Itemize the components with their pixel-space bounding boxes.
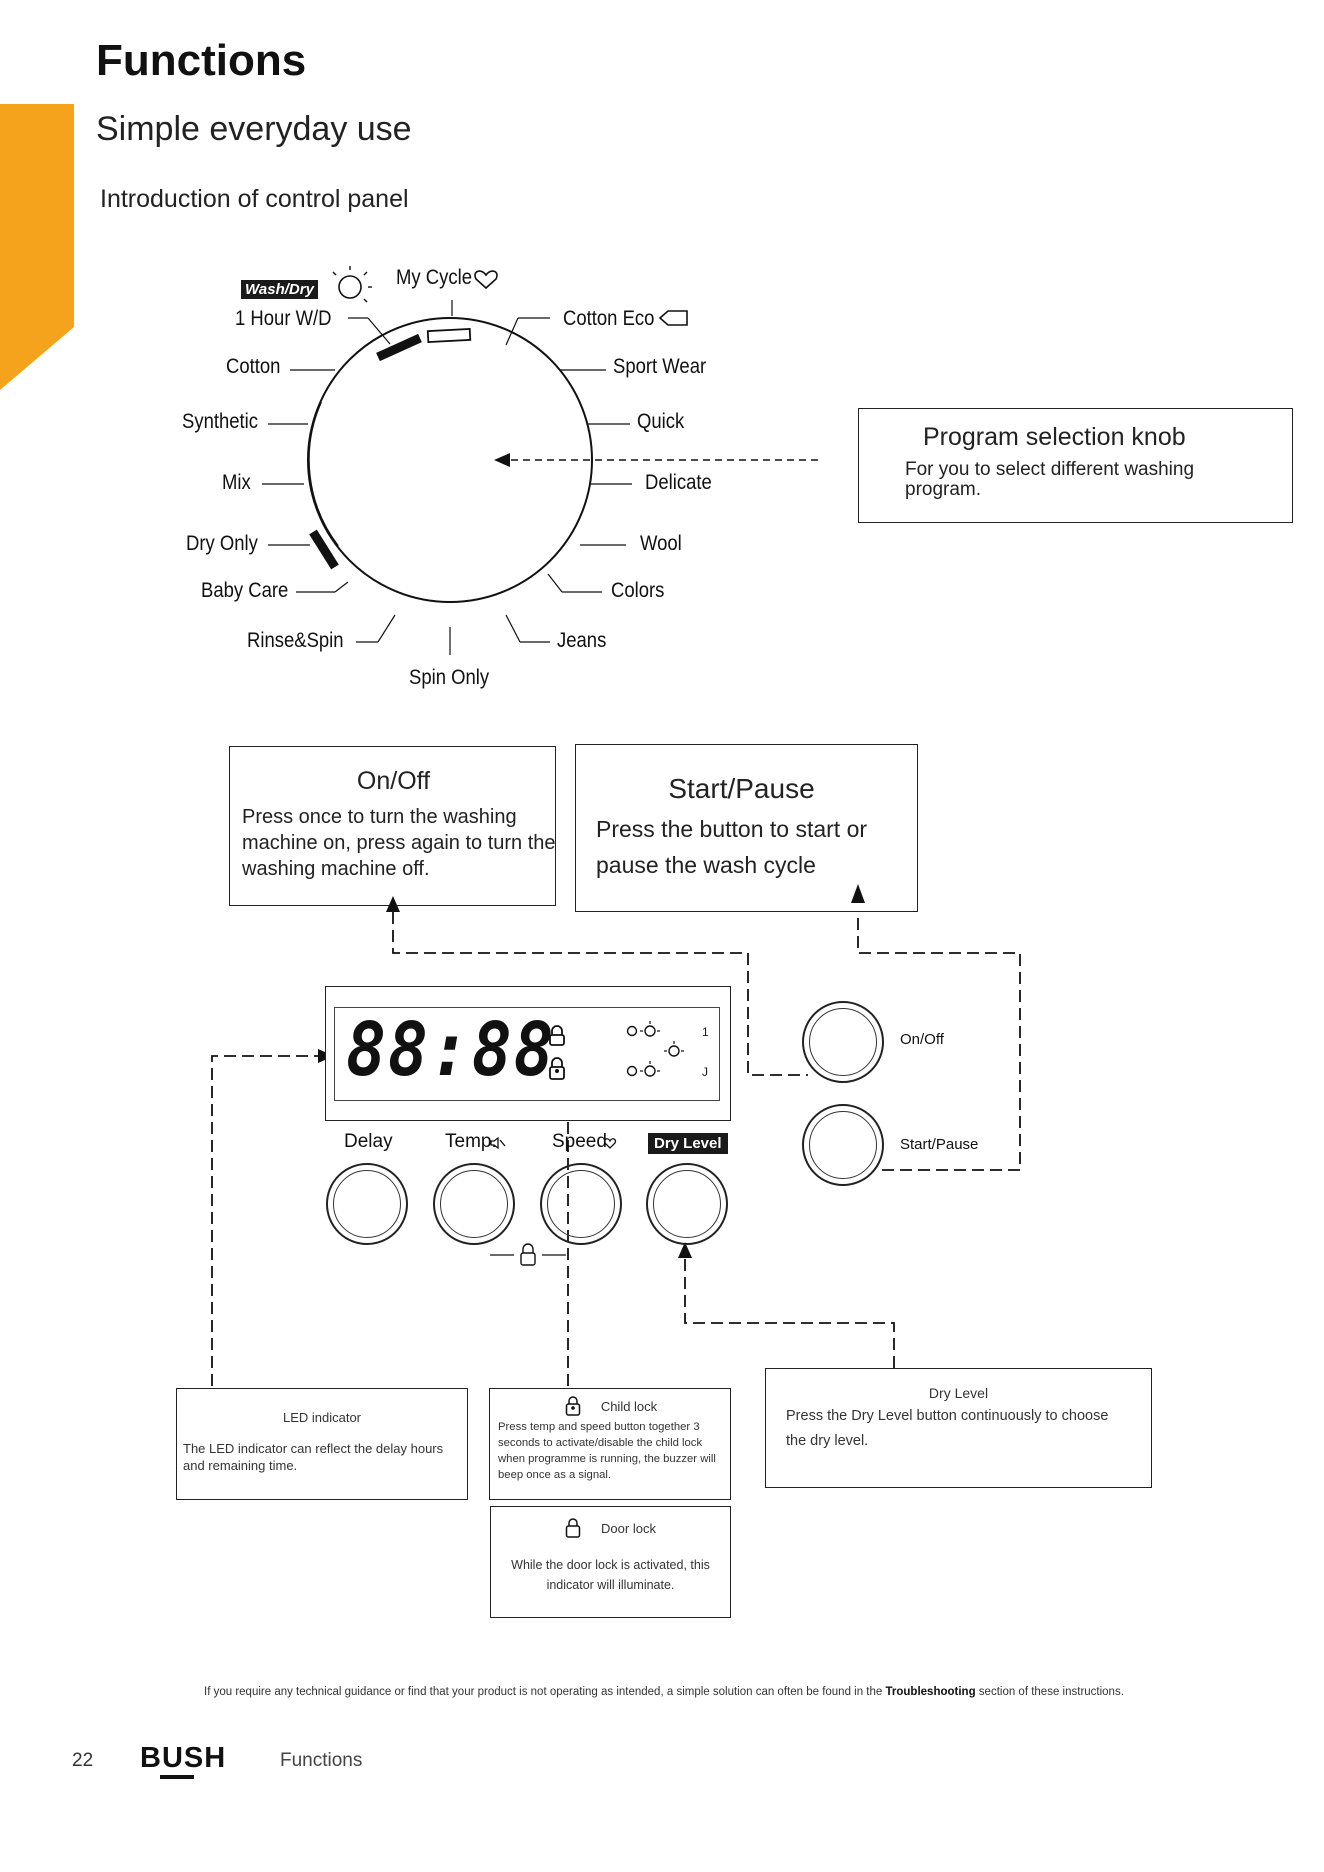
footer-section-name: Functions [280, 1750, 363, 1771]
dry-level-button[interactable] [646, 1163, 728, 1245]
delay-label: Delay [344, 1131, 393, 1152]
knob-label-cotton: Cotton [226, 355, 281, 378]
page-number: 22 [72, 1750, 94, 1771]
knob-label-quick: Quick [637, 410, 685, 433]
child-lock-box-icon [565, 1395, 581, 1417]
knob-label-delicate: Delicate [645, 471, 712, 494]
temp-button[interactable] [433, 1163, 515, 1245]
knob-label-mix: Mix [222, 471, 251, 494]
troubleshooting-note [204, 1686, 1124, 1698]
door-lock-box-icon [565, 1517, 581, 1539]
speed-label: Speed [552, 1131, 607, 1152]
knob-label-dry-only: Dry Only [186, 532, 258, 555]
troubleshooting-note-prefix: If you require any technical guidance or find that your product is not operating as intended, a simple solution can often be found in the [204, 1686, 883, 1698]
child-lock-icon [548, 1057, 566, 1081]
door-lock-header [499, 1517, 722, 1539]
knob-label-wool: Wool [640, 532, 682, 555]
knob-label-colors: Colors [611, 579, 665, 602]
led-indicator-title: LED indicator [282, 1410, 362, 1425]
knob-label-spin-only: Spin Only [409, 666, 490, 689]
wash-dry-badge: Wash/Dry [241, 280, 318, 299]
knob-label-my-cycle: My Cycle [396, 266, 472, 289]
troubleshooting-link: Troubleshooting [885, 1686, 976, 1698]
page-subtitle: Simple everyday use [96, 110, 412, 148]
program-selection-title: Program selection knob [923, 423, 1186, 451]
startpause-button-label: Start/Pause [900, 1136, 979, 1153]
knob-label-synthetic: Synthetic [182, 410, 259, 433]
knob-label-sport-wear: Sport Wear [613, 355, 707, 378]
door-lock-body: While the door lock is activated, this indicator will illuminate. [511, 1558, 710, 1592]
control-panel-display [325, 986, 731, 1121]
child-lock-header [498, 1395, 724, 1417]
door-lock-box [490, 1506, 731, 1618]
dry-level-body: Press the Dry Level button continuously to choose the dry level. [786, 1408, 1109, 1449]
troubleshooting-note-suffix: section of these instructions. [978, 1686, 1124, 1698]
onoff-info-body: Press once to turn the washing machine on, press again to turn the washing machine off. [242, 806, 556, 880]
startpause-info-title: Start/Pause [668, 773, 815, 804]
program-selection-body: For you to select different washing program. [905, 459, 1195, 500]
brand-logo-underline [160, 1775, 194, 1779]
speed-heart-icon [603, 1138, 617, 1150]
dry-level-label: Dry Level [648, 1133, 728, 1154]
led-indicator-body: The LED indicator can reflect the delay hours and remaining time. [183, 1441, 444, 1473]
speed-button[interactable] [540, 1163, 622, 1245]
led-digits: 88:88 [346, 1007, 556, 1093]
led-indicator-box [176, 1388, 468, 1500]
child-lock-box [489, 1388, 731, 1500]
child-lock-title: Child lock [600, 1398, 658, 1414]
dry-level-indicators [626, 1021, 696, 1087]
dry-level-box [765, 1368, 1152, 1488]
startpause-button[interactable] [802, 1104, 884, 1186]
mute-icon [490, 1136, 506, 1150]
knob-label-baby-care: Baby Care [201, 579, 289, 602]
temp-label: Temp. [445, 1131, 497, 1152]
child-lock-body: Press temp and speed button together 3 seconds to activate/disable the child lock when programme is running, the buzzer will beep once as a signal. [498, 1421, 716, 1481]
knob-label-cotton-eco: Cotton Eco [563, 307, 655, 330]
page-title: Functions [96, 36, 307, 85]
startpause-info-body: Press the button to start or pause the wash cycle [596, 816, 868, 878]
onoff-button[interactable] [802, 1001, 884, 1083]
onoff-info-title: On/Off [356, 767, 431, 795]
door-lock-title: Door lock [601, 1520, 656, 1536]
dry-level-title: Dry Level [928, 1385, 989, 1401]
dry-level-mark-2: J [702, 1065, 708, 1079]
delay-button[interactable] [326, 1163, 408, 1245]
knob-label-1-hour-wd: 1 Hour W/D [235, 307, 332, 330]
dry-level-mark-1: 1 [702, 1025, 709, 1039]
child-lock-combo-icon [488, 1242, 568, 1268]
brand-logo: BUSH [140, 1742, 227, 1774]
section-heading: Introduction of control panel [100, 185, 409, 213]
padlock-icon [548, 1025, 566, 1047]
knob-label-rinse-spin: Rinse&Spin [247, 629, 344, 652]
onoff-button-label: On/Off [900, 1031, 944, 1048]
knob-label-jeans: Jeans [557, 629, 607, 652]
